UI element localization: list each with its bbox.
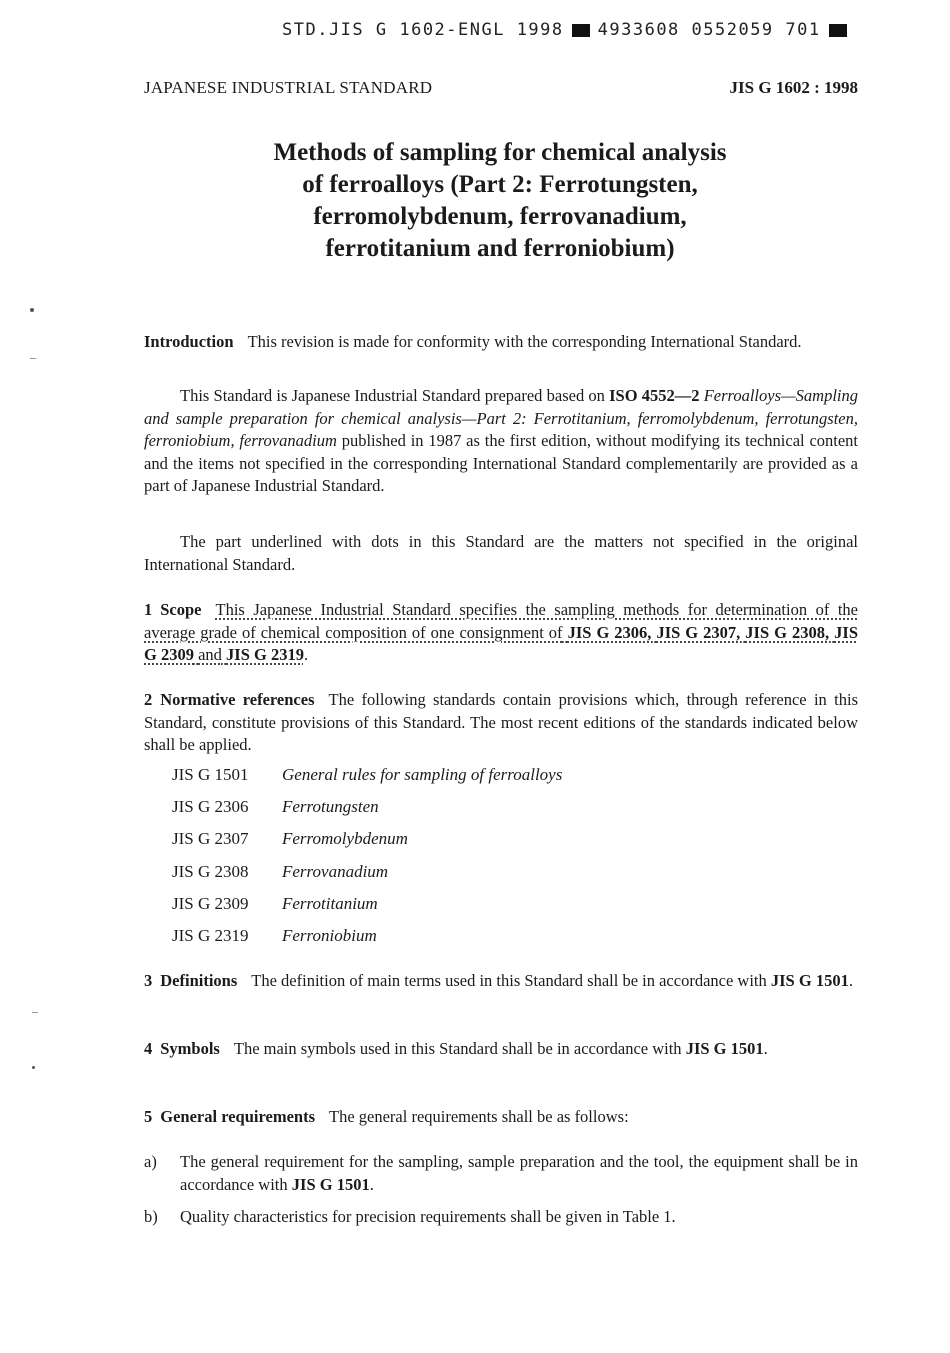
document-title [150, 137, 850, 265]
title-line: ferromolybdenum, ferrovanadium, [313, 203, 687, 230]
reference-title: General rules for sampling of ferroalloys [282, 765, 563, 784]
header-standard-name: JAPANESE INDUSTRIAL STANDARD [144, 78, 433, 97]
reference-title: Ferrotungsten [282, 797, 379, 817]
reference-row [172, 926, 872, 958]
introduction-paragraph-1 [144, 331, 858, 354]
punctuation: . [369, 1174, 374, 1194]
scan-speck [32, 1066, 35, 1069]
reference-code: JIS G 2309 [172, 893, 249, 913]
section-title: Scope [160, 600, 202, 619]
title-line: Methods of sampling for chemical analysis [273, 139, 727, 166]
jis-reference: JIS G 2309 [144, 622, 859, 664]
title-line: ferrotitanium and ferroniobium) [325, 235, 675, 262]
section-number: 1 [144, 600, 153, 619]
section-text: The following standards contain provisions which, through reference in this Standard, constitute provisions of this Standard. The most recent editions of the standards indicated below shall be applied. [144, 690, 858, 754]
section-number: 5 [144, 1107, 153, 1126]
section-text: The general requirements shall be as follows: [329, 1107, 629, 1126]
header-standard-number: JIS G 1602 : 1998 [729, 78, 858, 97]
introduction-paragraph-3 [144, 531, 858, 576]
section-title: Symbols [160, 1039, 220, 1058]
stamp-number: 4933608 0552059 701 [597, 20, 821, 40]
stamp-code: STD.JIS G 1602-ENGL 1998 [282, 20, 564, 40]
section-normative-references [144, 689, 858, 757]
scan-speck [30, 308, 34, 312]
list-label: b) [144, 1207, 158, 1226]
title-line: of ferroalloys (Part 2: Ferrotungsten, [302, 171, 698, 198]
reference-code: JIS G 1501 [172, 765, 249, 784]
scope-text [144, 600, 858, 664]
section-text: The main symbols used in this Standard shall be in accordance with [233, 1039, 682, 1058]
jis-reference: JIS G 1501 [291, 1174, 370, 1194]
punctuation: . [848, 971, 853, 990]
section-symbols [144, 1038, 858, 1061]
scope-sentence: This Japanese Industrial Standard specifies the sampling methods for determination of the average grade of chemical composition of one consignment of [144, 600, 858, 642]
punctuation: . [763, 1039, 768, 1058]
document-stamp [282, 16, 862, 44]
introduction-paragraph-2 [144, 385, 858, 498]
intro-text: published in 1987 as the first edition, without modifying its technical content and the items not specified in the corresponding International Standard complementarily are provided as a part of Japanese Industrial Standard. [144, 431, 859, 495]
jis-reference: JIS G 2319 [226, 645, 304, 664]
punctuation: . [303, 645, 309, 664]
list-text [180, 1151, 858, 1196]
list-item [144, 1151, 858, 1196]
stamp-block-mark [829, 24, 847, 37]
reference-row [172, 829, 872, 861]
scan-speck [32, 1012, 38, 1013]
introduction-text: This revision is made for conformity with the corresponding International Standard. [247, 332, 802, 351]
reference-row [172, 797, 872, 829]
list-label: a) [144, 1152, 157, 1171]
reference-code: JIS G 2308 [172, 861, 249, 881]
jis-reference: JIS G 2306, [567, 622, 652, 642]
conjunction: and [198, 645, 222, 664]
stamp-block-mark [572, 24, 590, 37]
section-title: General requirements [160, 1107, 315, 1126]
section-text: The definition of main terms used in this Standard shall be in accordance with [251, 971, 767, 990]
iso-title: Ferroalloys—Sampling and sample preparation for chemical analysis—Part 2: Ferrotitanium, ferromolybdenum, ferrotungsten, ferroniobium, ferrovanadium [144, 386, 859, 450]
reference-row [172, 862, 872, 894]
reference-row [172, 894, 872, 926]
reference-title: Ferroniobium [282, 925, 377, 945]
list-text: Quality characteristics for precision requirements shall be given in Table 1. [180, 1207, 676, 1226]
reference-row [172, 765, 872, 797]
intro-text: This Standard is Japanese Industrial Standard prepared based on [180, 386, 605, 405]
section-title: Normative references [160, 690, 315, 709]
list-sentence: The general requirement for the sampling, sample preparation and the tool, the equipment shall be in accordance with [180, 1152, 858, 1194]
reference-title: Ferrovanadium [282, 861, 389, 881]
section-general-requirements [144, 1106, 858, 1129]
introduction-heading: Introduction [144, 332, 234, 351]
reference-title: Ferrotitanium [282, 893, 378, 913]
section-number: 4 [144, 1039, 153, 1058]
jis-reference: JIS G 1501 [685, 1039, 764, 1058]
iso-reference: ISO 4552—2 [609, 386, 700, 405]
section-scope [144, 599, 858, 667]
reference-list [172, 765, 872, 958]
reference-code: JIS G 2319 [172, 925, 249, 945]
section-definitions [144, 970, 858, 993]
reference-title: Ferromolybdenum [282, 829, 408, 849]
jis-reference: JIS G 2308, [745, 622, 830, 642]
reference-code: JIS G 2307 [172, 829, 249, 849]
intro-text: The part underlined with dots in this Standard are the matters not specified in the original International Standard. [144, 532, 858, 574]
reference-code: JIS G 2306 [172, 797, 249, 817]
section-number: 2 [144, 690, 153, 709]
section-number: 3 [144, 971, 153, 990]
section-title: Definitions [160, 971, 238, 990]
jis-reference: JIS G 1501 [770, 971, 849, 990]
scan-speck [30, 358, 36, 359]
list-item [144, 1206, 858, 1229]
jis-reference: JIS G 2307, [656, 622, 741, 642]
